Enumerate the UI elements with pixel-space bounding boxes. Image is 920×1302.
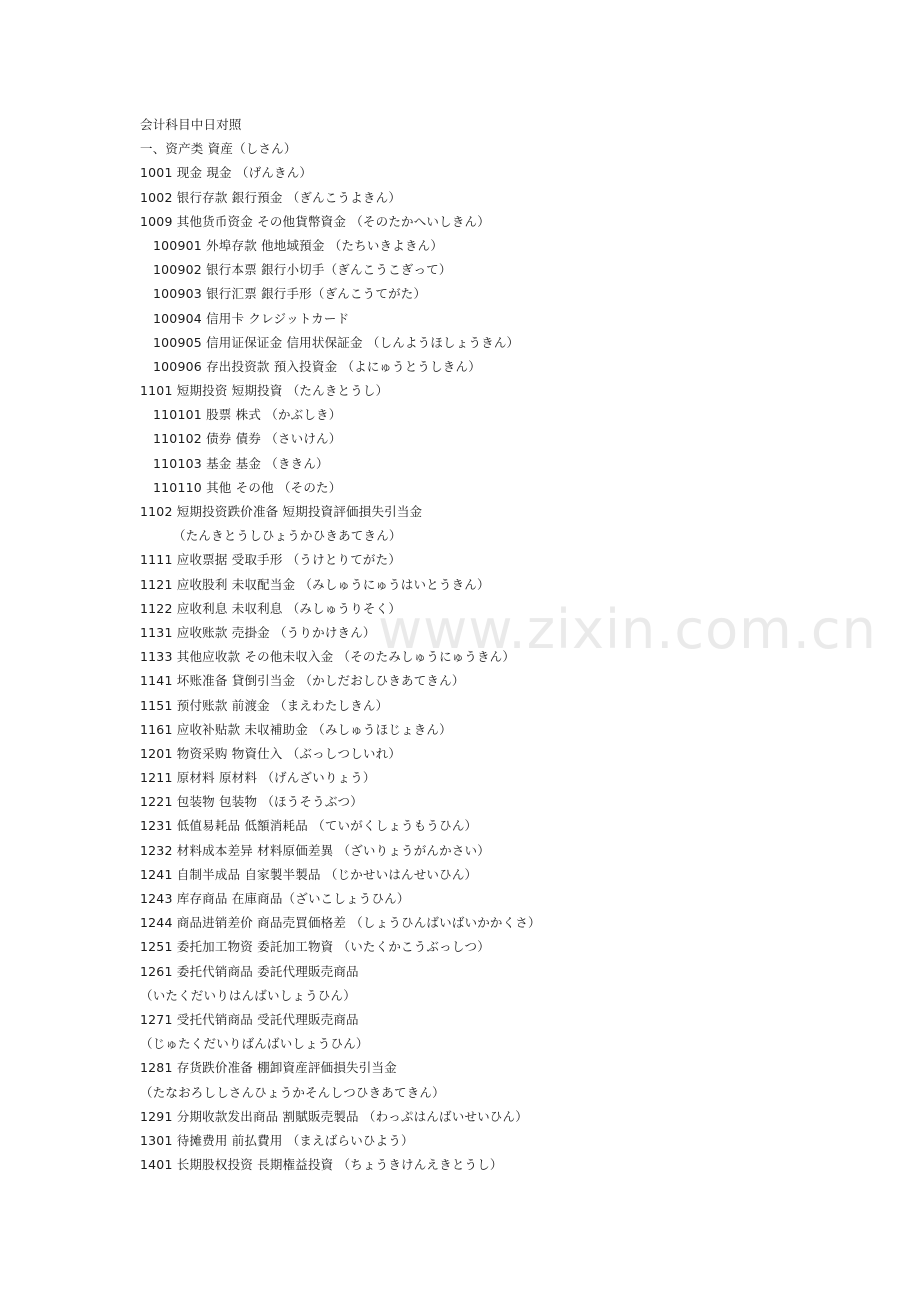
account-line: 1281 存货跌价准备 棚卸資産評価損失引当金 xyxy=(140,1060,397,1076)
account-line: 1221 包装物 包装物 （ほうそうぶつ） xyxy=(140,794,363,810)
account-line: 1101 短期投资 短期投資 （たんきとうし） xyxy=(140,383,389,399)
account-line: 100903 银行汇票 銀行手形（ぎんこうてがた） xyxy=(153,286,427,302)
account-line: 1261 委托代销商品 委託代理販売商品 xyxy=(140,963,359,979)
account-line: 1231 低值易耗品 低額消耗品 （ていがくしょうもうひん） xyxy=(140,818,478,834)
account-line: 1121 应收股利 未収配当金 （みしゅうにゅうはいとうきん） xyxy=(140,576,490,592)
account-line: 110102 债券 債券 （さいけん） xyxy=(153,431,342,447)
account-line: 1151 预付账款 前渡金 （まえわたしきん） xyxy=(140,697,389,713)
account-line: 1002 银行存款 銀行預金 （ぎんこうよきん） xyxy=(140,189,402,205)
account-line: 1232 材料成本差异 材料原価差異 （ざいりょうがんかさい） xyxy=(140,842,490,858)
account-line: 1211 原材料 原材料 （げんざいりょう） xyxy=(140,770,376,786)
account-line: 1291 分期收款发出商品 割賦販売製品 （わっぷはんばいせいひん） xyxy=(140,1108,528,1124)
account-line: 1401 长期股权投资 長期権益投資 （ちょうきけんえきとうし） xyxy=(140,1157,503,1173)
watermark-text: www.zixin.com.cn xyxy=(378,598,877,661)
document-body xyxy=(140,113,900,1177)
account-line: 110103 基金 基金 （ききん） xyxy=(153,455,329,471)
account-line: 1122 应收利息 未収利息 （みしゅうりそく） xyxy=(140,600,402,616)
account-line: 1241 自制半成品 自家製半製品 （じかせいはんせいひん） xyxy=(140,866,478,882)
account-line: 100902 银行本票 銀行小切手（ぎんこうこぎって） xyxy=(153,262,452,278)
account-line: 1141 坏账准备 貸倒引当金 （かしだおしひきあてきん） xyxy=(140,673,465,689)
account-line: （いたくだいりはんばいしょうひん） xyxy=(140,987,356,1003)
account-line: 1244 商品进销差价 商品売買価格差 （しょうひんばいばいかかくさ） xyxy=(140,915,541,931)
account-line: 1201 物资采购 物資仕入 （ぶっしつしいれ） xyxy=(140,745,402,761)
account-line: 一、资产类 資産（しさん） xyxy=(140,141,297,157)
account-line: 1001 现金 現金 （げんきん） xyxy=(140,165,313,181)
account-line: 100906 存出投资款 預入投資金 （よにゅうとうしきん） xyxy=(153,358,481,374)
account-line: （じゅたくだいりばんばいしょうひん） xyxy=(140,1036,369,1052)
account-line: 1133 其他应收款 その他未収入金 （そのたみしゅうにゅうきん） xyxy=(140,649,516,665)
account-line: 1161 应收补贴款 未収補助金 （みしゅうほじょきん） xyxy=(140,721,452,737)
account-line: 110110 其他 その他 （そのた） xyxy=(153,479,342,495)
account-line: 1009 其他货币资金 その他貨幣資金 （そのたかへいしきん） xyxy=(140,213,490,229)
account-line: 1102 短期投资跌价准备 短期投資評価損失引当金 xyxy=(140,504,423,519)
account-line: 1131 应收账款 売掛金 （うりかけきん） xyxy=(140,624,376,640)
account-line: 1243 库存商品 在庫商品（ざいこしょうひん） xyxy=(140,891,410,906)
account-line: 100901 外埠存款 他地域預金 （たちいきよきん） xyxy=(153,237,444,253)
account-line: 100905 信用证保证金 信用状保証金 （しんようほしょうきん） xyxy=(153,334,520,350)
account-line: （たんきとうしひょうかひきあてきん） xyxy=(173,528,402,544)
account-line: （たなおろししさんひょうかそんしつひきあてきん） xyxy=(140,1084,445,1100)
account-line: 1271 受托代销商品 受託代理販売商品 xyxy=(140,1011,359,1027)
account-line: 1111 应收票据 受取手形 （うけとりてがた） xyxy=(140,552,402,568)
document-title: 会计科目中日对照 xyxy=(140,117,242,132)
account-line: 110101 股票 株式 （かぶしき） xyxy=(153,407,342,423)
account-line: 1301 待摊费用 前払費用 （まえばらいひよう） xyxy=(140,1132,414,1148)
account-line: 1251 委托加工物资 委託加工物資 （いたくかこうぶっしつ） xyxy=(140,939,490,955)
account-list xyxy=(140,137,900,1177)
account-line: 100904 信用卡 クレジットカード xyxy=(153,310,350,326)
